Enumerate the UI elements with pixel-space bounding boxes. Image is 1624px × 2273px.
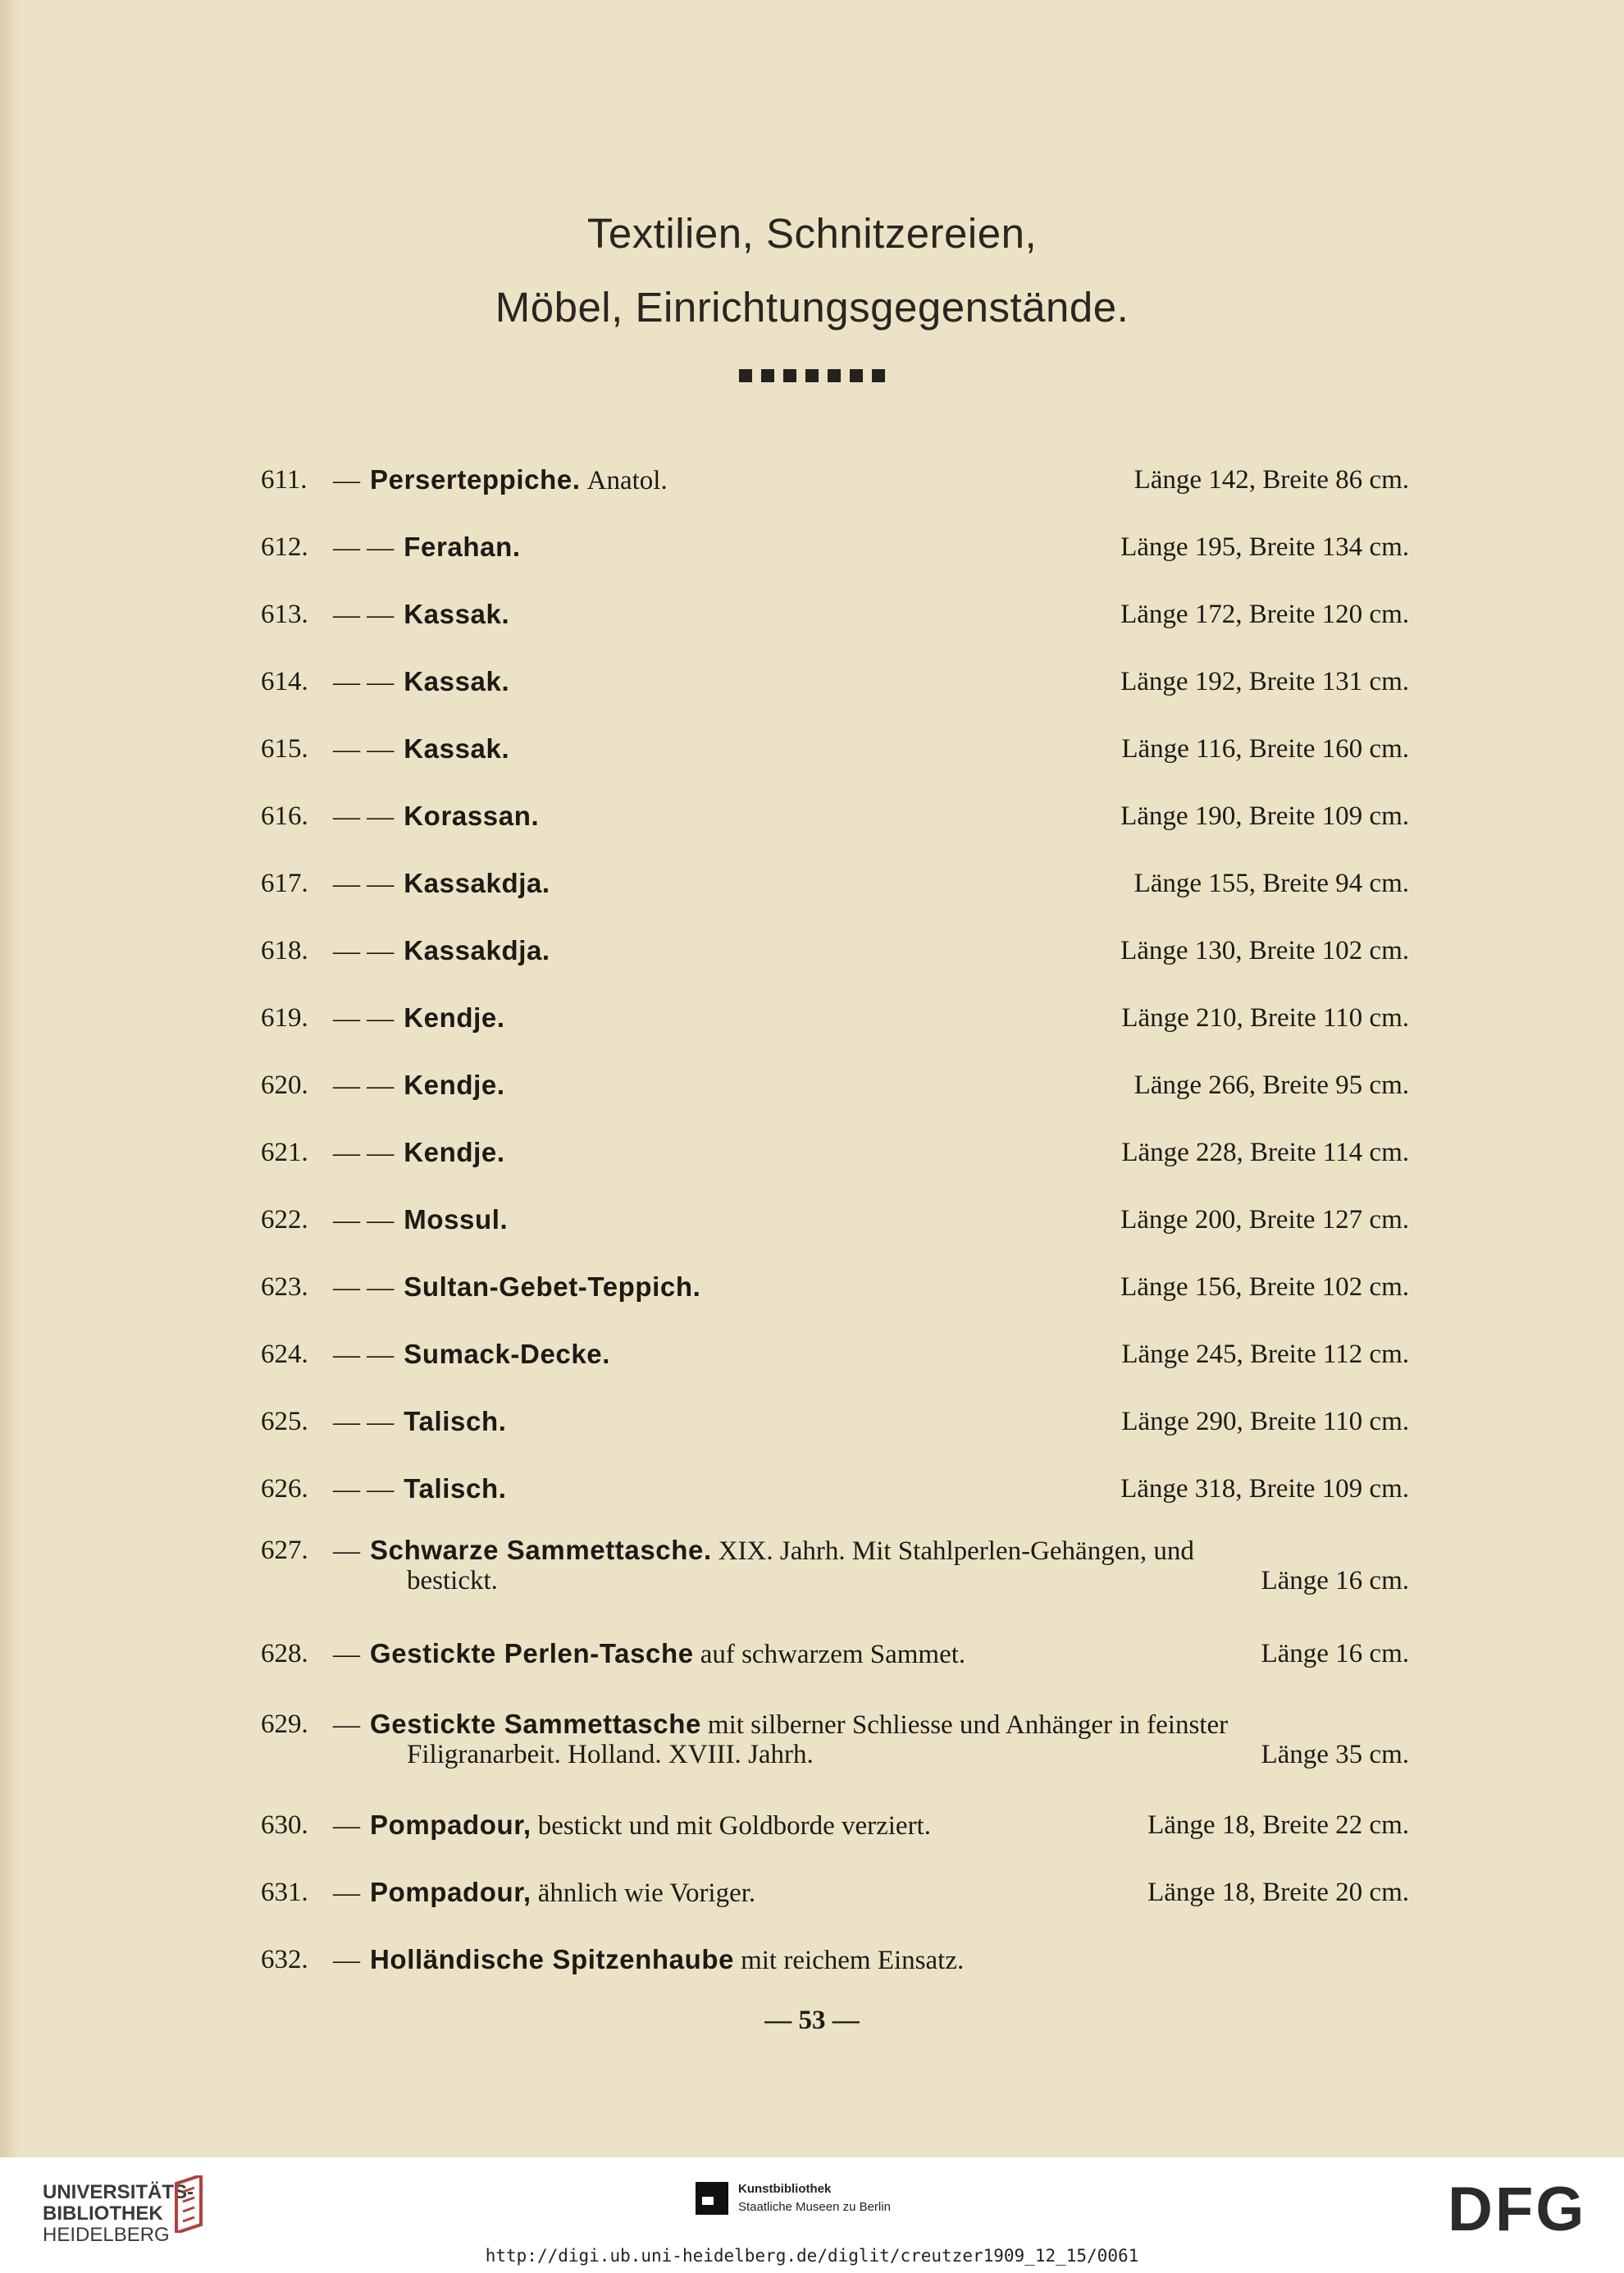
entry-measurement: Länge 142, Breite 86 cm. xyxy=(1134,465,1409,495)
entry-row xyxy=(261,590,1409,639)
entry-measurement: Länge 290, Breite 110 cm. xyxy=(1121,1407,1409,1436)
entry-main xyxy=(333,926,550,976)
entry-number: 630. xyxy=(261,1810,308,1840)
entry-number: 614. xyxy=(261,667,308,696)
entry-number: 611. xyxy=(261,465,308,495)
entry-dash: — xyxy=(333,1710,360,1740)
entry-number: 625. xyxy=(261,1407,308,1436)
entry-continuation-text: bestickt. xyxy=(407,1566,498,1595)
entry-row xyxy=(261,993,1409,1043)
entry-row xyxy=(261,523,1409,572)
entry-dash: — — xyxy=(333,1475,395,1504)
entry-number: 617. xyxy=(261,869,308,898)
entry-main xyxy=(333,724,509,774)
entry-description: mit reichem Einsatz. xyxy=(741,1946,965,1975)
kunstbibliothek-logo-icon xyxy=(696,2182,728,2215)
entry-dash: — — xyxy=(333,1004,395,1034)
entry-measurement: Länge 155, Breite 94 cm. xyxy=(1134,869,1409,898)
entry-continuation xyxy=(407,1560,1409,1601)
entry-measurement: Länge 16 cm. xyxy=(1261,1639,1409,1668)
entry-main xyxy=(333,657,509,707)
entry-number: 622. xyxy=(261,1205,308,1235)
entry-measurement: Länge 116, Breite 160 cm. xyxy=(1121,734,1409,764)
entry-dash: — xyxy=(333,1640,360,1669)
page-title-line1: Textilien, Schnitzereien, xyxy=(586,210,1038,257)
source-url[interactable]: http://digi.ub.uni-heidelberg.de/diglit/creutzer1909_12_15/0061 xyxy=(485,2246,1139,2266)
kb-line2: Staatliche Museen zu Berlin xyxy=(738,2200,891,2214)
entry-dash: — — xyxy=(333,533,395,563)
kb-line1: Kunstbibliothek xyxy=(738,2182,832,2196)
entry-name: Perserteppiche. xyxy=(370,464,581,495)
entry-name: Talisch. xyxy=(404,1406,507,1436)
entry-number: 627. xyxy=(261,1536,308,1565)
entry-main xyxy=(333,792,539,842)
entry-number: 618. xyxy=(261,936,308,965)
entry-dash: — xyxy=(333,1878,360,1908)
page-number: — 53 — xyxy=(764,2006,860,2035)
entry-row xyxy=(261,1262,1409,1312)
library-line3: HEIDELBERG xyxy=(43,2224,170,2246)
entry-dash: — — xyxy=(333,1206,395,1235)
entry-dash: — xyxy=(333,1946,360,1975)
entry-main xyxy=(333,1868,755,1918)
entry-main xyxy=(333,1397,506,1447)
entry-main xyxy=(333,1262,700,1312)
entry-measurement: Länge 35 cm. xyxy=(1261,1740,1409,1769)
entry-measurement: Länge 245, Breite 112 cm. xyxy=(1121,1340,1409,1369)
entry-description: bestickt und mit Goldborde verziert. xyxy=(537,1811,931,1841)
entry-row xyxy=(261,859,1409,908)
entry-name: Kendje. xyxy=(404,1002,505,1033)
entry-main xyxy=(333,1128,505,1178)
entry-name: Mossul. xyxy=(404,1204,509,1235)
entry-main xyxy=(333,1061,505,1111)
entry-row xyxy=(261,455,1409,504)
entry-continuation xyxy=(407,1734,1409,1775)
entry-row xyxy=(261,1801,1409,1850)
entry-number: 624. xyxy=(261,1340,308,1369)
entry-row xyxy=(261,1935,1409,1984)
entry-row xyxy=(261,1061,1409,1110)
entry-measurement: Länge 200, Breite 127 cm. xyxy=(1120,1205,1409,1235)
entry-row xyxy=(261,1868,1409,1917)
entry-row xyxy=(261,724,1409,774)
entry-measurement: Länge 18, Breite 20 cm. xyxy=(1147,1878,1409,1907)
entry-measurement: Länge 16 cm. xyxy=(1261,1566,1409,1595)
entry-name: Kendje. xyxy=(404,1137,505,1167)
entry-number: 615. xyxy=(261,734,308,764)
entry-row xyxy=(261,1330,1409,1379)
entry-dash: — xyxy=(333,1536,360,1566)
entry-row xyxy=(261,1700,1409,1769)
entry-dash: — — xyxy=(333,802,395,832)
entry-name: Sultan-Gebet-Teppich. xyxy=(404,1271,701,1302)
entry-main xyxy=(333,859,550,909)
entry-continuation-text: Filigranarbeit. Holland. XVIII. Jahrh. xyxy=(407,1740,814,1769)
entry-dash: — — xyxy=(333,600,395,630)
entry-measurement: Länge 130, Breite 102 cm. xyxy=(1120,936,1409,965)
entry-dash: — — xyxy=(333,668,395,697)
dfg-logo[interactable]: DFG xyxy=(1448,2175,1587,2244)
entry-main xyxy=(333,1464,506,1514)
entry-main xyxy=(333,455,668,505)
entry-description: ähnlich wie Voriger. xyxy=(537,1878,756,1908)
entry-dash: — — xyxy=(333,869,395,899)
entry-dash: — — xyxy=(333,1340,395,1370)
entry-dash: — — xyxy=(333,937,395,966)
entry-dash: — — xyxy=(333,735,395,765)
entry-main xyxy=(333,1629,965,1679)
entry-main xyxy=(333,993,505,1043)
entry-main xyxy=(333,590,509,640)
entry-number: 621. xyxy=(261,1138,308,1167)
entry-main xyxy=(333,1195,508,1245)
entry-main xyxy=(333,1935,964,1985)
entry-name: Kassak. xyxy=(404,599,510,629)
entry-main xyxy=(333,1801,931,1851)
entry-number: 632. xyxy=(261,1945,308,1974)
title-ornament xyxy=(0,369,1624,382)
entry-main xyxy=(333,523,521,573)
entry-dash: — — xyxy=(333,1071,395,1101)
library-line1: UNIVERSITÄTS- xyxy=(43,2181,194,2203)
entry-row xyxy=(261,1397,1409,1446)
entry-measurement: Länge 156, Breite 102 cm. xyxy=(1120,1272,1409,1302)
entry-name: Pompadour, xyxy=(370,1810,531,1840)
library-line2: BIBLIOTHEK xyxy=(43,2202,163,2225)
entry-dash: — — xyxy=(333,1408,395,1437)
entry-measurement: Länge 228, Breite 114 cm. xyxy=(1121,1138,1409,1167)
entry-name: Kassakdja. xyxy=(404,935,550,965)
entry-number: 616. xyxy=(261,801,308,831)
entry-dash: — xyxy=(333,1811,360,1841)
entry-row xyxy=(261,657,1409,706)
entry-dash: — xyxy=(333,466,360,495)
entry-name: Kassak. xyxy=(404,733,510,764)
entry-description: mit silberner Schliesse und Anhänger in feinster xyxy=(707,1710,1229,1740)
entry-row xyxy=(261,792,1409,841)
entry-name: Gestickte Sammettasche xyxy=(370,1709,701,1739)
entry-measurement: Länge 210, Breite 110 cm. xyxy=(1121,1003,1409,1033)
entry-row xyxy=(261,1128,1409,1177)
entry-description: auf schwarzem Sammet. xyxy=(700,1640,966,1669)
entry-number: 629. xyxy=(261,1709,308,1739)
entry-number: 626. xyxy=(261,1474,308,1504)
entry-dash: — — xyxy=(333,1273,395,1303)
entry-number: 613. xyxy=(261,600,308,629)
entry-dash: — — xyxy=(333,1139,395,1168)
entry-number: 631. xyxy=(261,1878,308,1907)
entry-row xyxy=(261,1629,1409,1678)
entry-measurement: Länge 190, Breite 109 cm. xyxy=(1120,801,1409,831)
entry-number: 628. xyxy=(261,1639,308,1668)
entry-description: XIX. Jahrh. Mit Stahlperlen-Gehängen, und xyxy=(718,1536,1194,1566)
entry-measurement: Länge 192, Breite 131 cm. xyxy=(1120,667,1409,696)
entry-row xyxy=(261,1464,1409,1513)
entry-row xyxy=(261,1195,1409,1244)
library-emblem-icon xyxy=(168,2175,209,2233)
entry-name: Korassan. xyxy=(404,801,540,831)
entry-measurement: Länge 195, Breite 134 cm. xyxy=(1120,532,1409,562)
entry-number: 623. xyxy=(261,1272,308,1302)
entry-measurement: Länge 18, Breite 22 cm. xyxy=(1147,1810,1409,1840)
entry-measurement: Länge 266, Breite 95 cm. xyxy=(1134,1070,1409,1100)
entry-name: Gestickte Perlen-Tasche xyxy=(370,1638,694,1668)
entry-number: 612. xyxy=(261,532,308,562)
entry-number: 619. xyxy=(261,1003,308,1033)
entry-name: Pompadour, xyxy=(370,1877,531,1907)
entry-name: Talisch. xyxy=(404,1473,507,1504)
entry-name: Sumack-Decke. xyxy=(404,1339,611,1369)
entry-main xyxy=(333,1330,610,1380)
entry-name: Kassak. xyxy=(404,666,510,696)
entry-measurement: Länge 318, Breite 109 cm. xyxy=(1120,1474,1409,1504)
page-title-line2: Möbel, Einrichtungsgegenstände. xyxy=(495,284,1129,331)
entry-number: 620. xyxy=(261,1070,308,1100)
entry-name: Holländische Spitzenhaube xyxy=(370,1944,735,1974)
kunstbibliothek-text[interactable] xyxy=(738,2180,891,2216)
entry-measurement: Länge 172, Breite 120 cm. xyxy=(1120,600,1409,629)
entry-name: Kendje. xyxy=(404,1070,505,1100)
entry-name: Schwarze Sammettasche. xyxy=(370,1535,712,1565)
entry-row xyxy=(261,1526,1409,1595)
entry-name: Kassakdja. xyxy=(404,868,550,898)
entry-row xyxy=(261,926,1409,975)
entry-name: Ferahan. xyxy=(404,532,521,562)
entry-description: Anatol. xyxy=(586,466,668,495)
